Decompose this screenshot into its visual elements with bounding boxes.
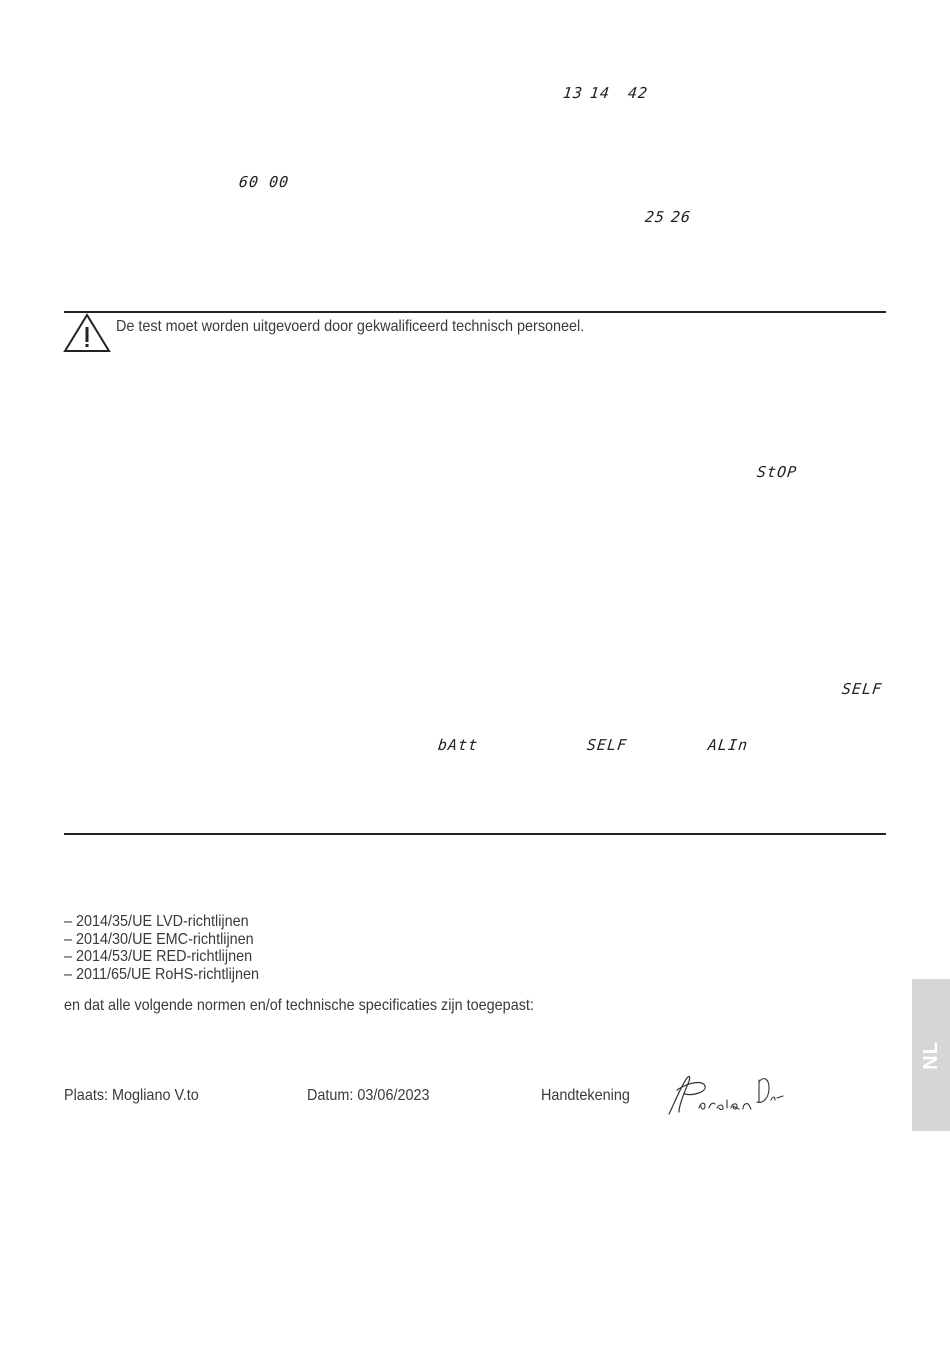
display-code-13: 13: [562, 84, 585, 102]
section-divider-bottom: [64, 833, 886, 835]
warning-text: De test moet worden uitgevoerd door gekwalificeerd technisch personeel.: [116, 318, 585, 335]
directive-item: – 2014/53/UE RED-richtlijnen: [64, 948, 253, 965]
directive-item: – 2014/35/UE LVD-richtlijnen: [64, 913, 249, 930]
place-label: Plaats: Mogliano V.to: [64, 1087, 199, 1104]
section-divider-top: [64, 311, 886, 313]
directive-item: – 2011/65/UE RoHS-richtlijnen: [64, 965, 260, 983]
warning-triangle-icon: [63, 313, 111, 353]
display-code-stop: StOP: [756, 463, 799, 481]
date-label: Datum: 03/06/2023: [307, 1087, 430, 1104]
handwritten-signature: [665, 1072, 790, 1118]
directive-item: – 2014/30/UE EMC-richtlijnen: [64, 930, 254, 948]
display-code-25: 25: [644, 208, 667, 226]
display-code-batt: bAtt: [437, 736, 480, 754]
display-code-self-right: SELF: [841, 680, 884, 698]
standards-sentence: en dat alle volgende normen en/of technische specificaties zijn toegepast:: [64, 997, 534, 1014]
display-code-self-mid: SELF: [586, 736, 629, 754]
language-tab-label: NL: [919, 1040, 942, 1070]
display-code-14: 14: [589, 84, 612, 102]
display-code-42: 42: [627, 84, 650, 102]
display-code-alin: ALIn: [707, 736, 750, 754]
display-code-26: 26: [670, 208, 693, 226]
language-tab: [912, 979, 950, 1131]
display-code-6000: 60 00: [238, 173, 291, 191]
signature-label: Handtekening: [541, 1087, 630, 1104]
directives-list: [64, 913, 259, 983]
